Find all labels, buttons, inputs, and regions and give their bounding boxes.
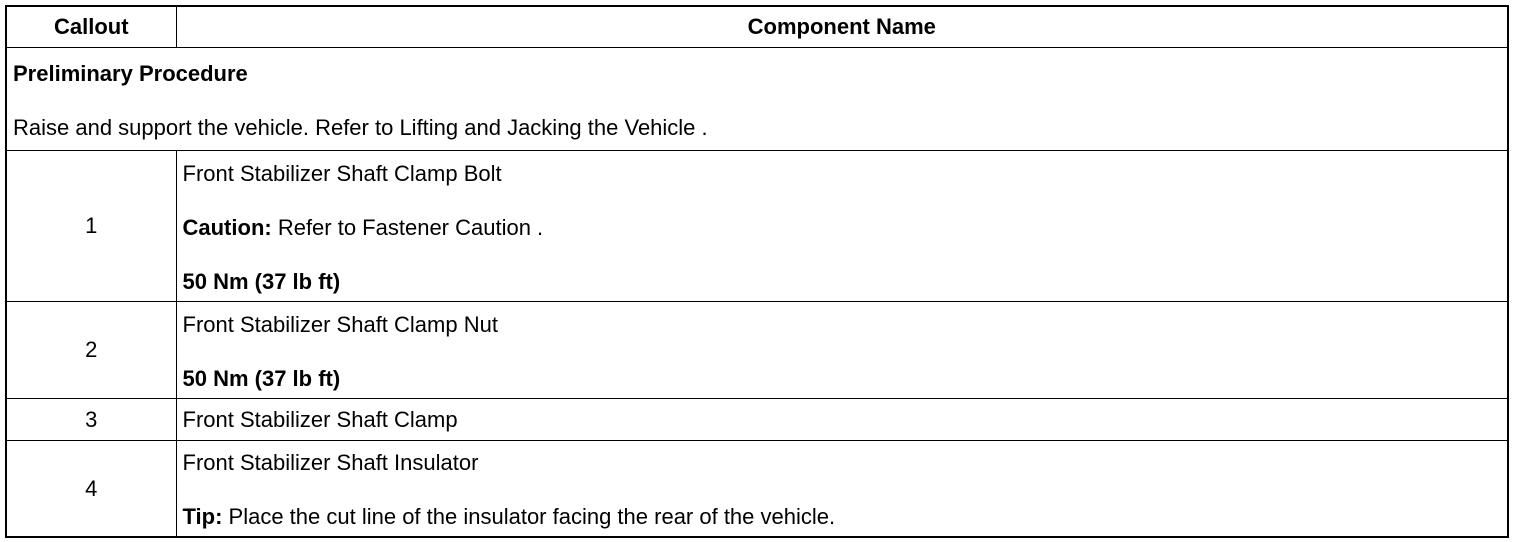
component-cell xyxy=(176,399,1508,441)
component-cell xyxy=(176,441,1508,538)
callout-column-header: Callout xyxy=(6,6,176,48)
preliminary-procedure-title: Preliminary Procedure xyxy=(13,61,248,86)
callout-number: 2 xyxy=(6,302,176,399)
caution-label: Caution: xyxy=(182,214,272,240)
tip-note xyxy=(177,504,1508,530)
component-name: Front Stabilizer Shaft Insulator xyxy=(182,450,479,475)
preliminary-procedure-text: Raise and support the vehicle. Refer to Lifting and Jacking the Vehicle . xyxy=(13,115,708,140)
table-row xyxy=(6,399,1508,441)
callout-number: 4 xyxy=(6,441,176,538)
caution-text: Refer to Fastener Caution . xyxy=(271,214,544,240)
tip-text: Place the cut line of the insulator facing the rear of the vehicle. xyxy=(222,504,836,529)
component-name-column-header: Component Name xyxy=(176,6,1508,48)
header-row xyxy=(6,6,1508,48)
table-row xyxy=(6,302,1508,399)
procedure-table-container xyxy=(5,5,1507,538)
component-cell xyxy=(176,151,1508,302)
procedure-table xyxy=(5,5,1509,538)
component-cell xyxy=(176,302,1508,399)
table-row xyxy=(6,441,1508,538)
component-name: Front Stabilizer Shaft Clamp Nut xyxy=(182,311,498,337)
table-row xyxy=(6,151,1508,302)
preliminary-procedure-row xyxy=(6,48,1508,151)
callout-number: 1 xyxy=(6,151,176,302)
caution-note xyxy=(177,215,1508,241)
component-name: Front Stabilizer Shaft Clamp Bolt xyxy=(182,160,502,186)
torque-spec: 50 Nm (37 lb ft) xyxy=(182,365,341,391)
component-name: Front Stabilizer Shaft Clamp xyxy=(182,406,458,432)
torque-spec: 50 Nm (37 lb ft) xyxy=(182,268,341,294)
tip-label: Tip: xyxy=(182,504,223,529)
preliminary-procedure-cell xyxy=(6,48,1508,151)
callout-number: 3 xyxy=(6,399,176,441)
